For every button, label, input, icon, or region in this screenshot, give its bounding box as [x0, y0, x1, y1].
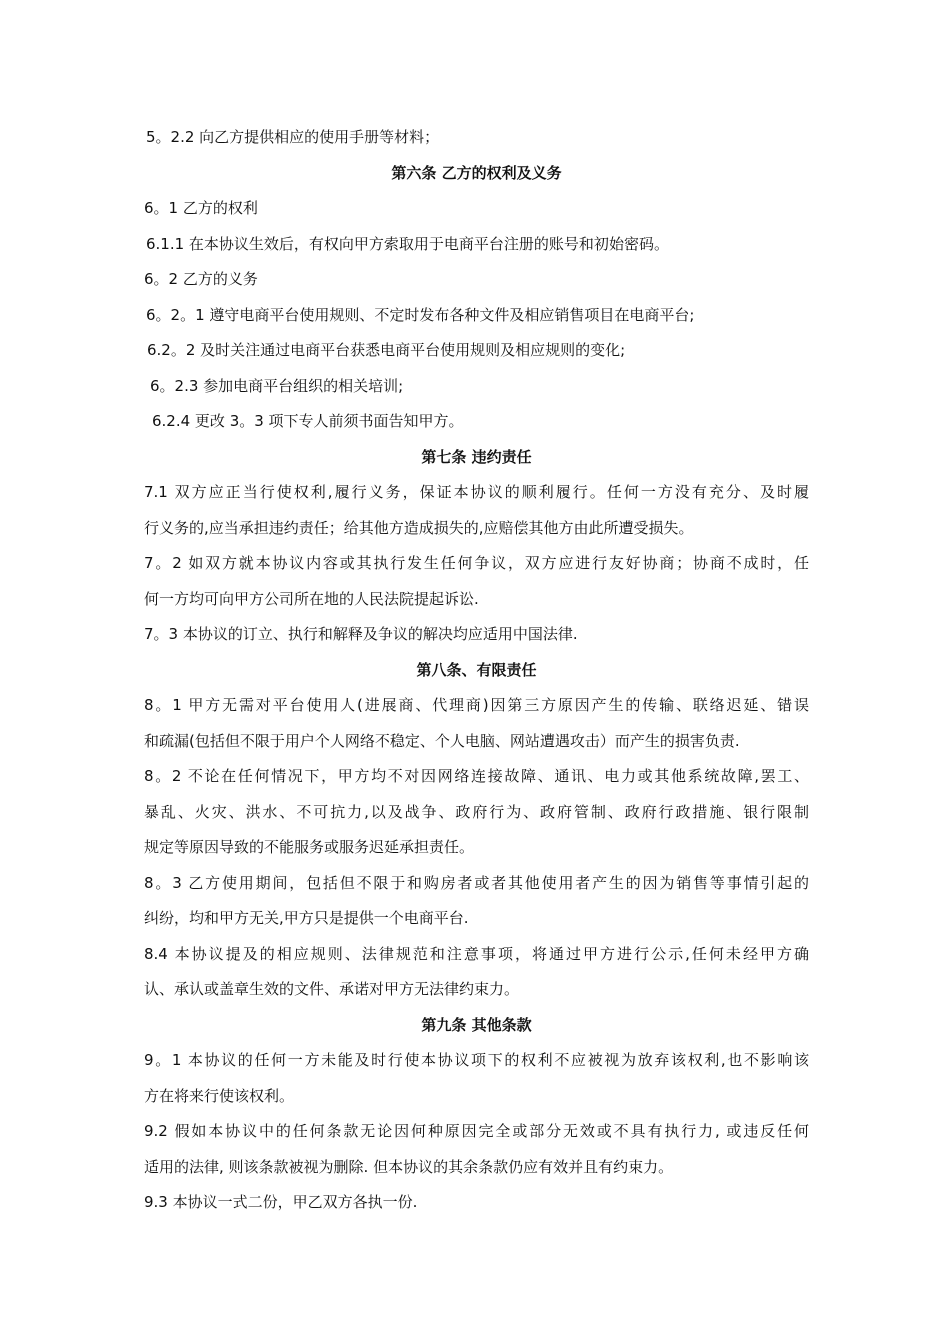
clause-7-2-line-1: 7。2 如双方就本协议内容或其执行发生任何争议，双方应进行友好协商；协商不成时，任 — [144, 554, 809, 572]
clause-6-2: 6。2 乙方的义务 — [144, 270, 258, 288]
clause-8-1-line-1: 8。1 甲方无需对平台使用人(进展商、代理商)因第三方原因产生的传输、联络迟延、错误 — [144, 696, 809, 714]
clause-8-2-line-3: 规定等原因导致的不能服务或服务迟延承担责任。 — [144, 838, 475, 856]
document-body — [144, 120, 809, 1221]
clause-9-2-line-2: 适用的法律, 则该条款被视为删除. 但本协议的其余条款仍应有效并且有约束力。 — [144, 1157, 674, 1176]
article-9-heading: 第九条 其他条款 — [421, 1015, 532, 1034]
clause-5-2-2: 5。2.2 向乙方提供相应的使用手册等材料； — [146, 128, 440, 146]
article-8-heading: 第八条、有限责任 — [416, 660, 537, 679]
clause-9-3: 9.3 本协议一式二份，甲乙双方各执一份. — [144, 1193, 418, 1211]
article-6-heading: 第六条 乙方的权利及义务 — [391, 163, 562, 182]
clause-8-4-line-1: 8.4 本协议提及的相应规则、法律规范和注意事项，将通过甲方进行公示,任何未经甲方确 — [144, 944, 809, 963]
clause-8-4-line-2: 认、承认或盖章生效的文件、承诺对甲方无法律约束力。 — [144, 980, 520, 998]
clause-6-2-2: 6.2。2 及时关注通过电商平台获悉电商平台使用规则及相应规则的变化; — [147, 341, 626, 359]
clause-9-2-line-1: 9.2 假如本协议中的任何条款无论因何种原因完全或部分无效或不具有执行力, 或违反任何 — [144, 1122, 809, 1140]
clause-9-1-line-2: 方在将来行使该权利。 — [144, 1086, 295, 1105]
clause-8-2-line-2: 暴乱、火灾、洪水、不可抗力,以及战争、政府行为、政府管制、政府行政措施、银行限制 — [144, 802, 809, 821]
clause-7-1-line-2: 行义务的,应当承担违约责任；给其他方造成损失的,应赔偿其他方由此所遭受损失。 — [144, 518, 694, 537]
clause-8-3-line-1: 8。3 乙方使用期间，包括但不限于和购房者或者其他使用者产生的因为销售等事情引起的 — [144, 873, 809, 892]
clause-7-1-line-1: 7.1 双方应正当行使权利,履行义务，保证本协议的顺利履行。任何一方没有充分、及时履 — [144, 483, 809, 501]
clause-7-3: 7。3 本协议的订立、执行和解释及争议的解决均应适用中国法律. — [144, 625, 578, 643]
clause-9-1-line-1: 9。1 本协议的任何一方未能及时行使本协议项下的权利不应被视为放弃该权利,也不影响该 — [144, 1051, 809, 1069]
clause-6-2-4: 6.2.4 更改 3。3 项下专人前须书面告知甲方。 — [152, 412, 464, 430]
clause-8-2-line-1: 8。2 不论在任何情况下，甲方均不对因网络连接故障、通讯、电力或其他系统故障,罢工、 — [144, 767, 809, 785]
clause-8-1-line-2: 和疏漏(包括但不限于用户个人网络不稳定、个人电脑、网站遭遇攻击）而产生的损害负责. — [144, 731, 740, 750]
clause-6-1-1: 6.1.1 在本协议生效后，有权向甲方索取用于电商平台注册的账号和初始密码。 — [146, 234, 669, 253]
clause-8-3-line-2: 纠纷，均和甲方无关,甲方只是提供一个电商平台. — [144, 909, 469, 927]
article-7-heading: 第七条 违约责任 — [421, 447, 532, 466]
clause-6-2-1: 6。2。1 遵守电商平台使用规则、不定时发布各种文件及相应销售项目在电商平台; — [146, 305, 695, 324]
clause-7-2-line-2: 何一方均可向甲方公司所在地的人民法院提起诉讼. — [144, 589, 479, 608]
clause-6-1: 6。1 乙方的权利 — [144, 199, 258, 217]
clause-6-2-3: 6。2.3 参加电商平台组织的相关培训; — [150, 376, 404, 395]
